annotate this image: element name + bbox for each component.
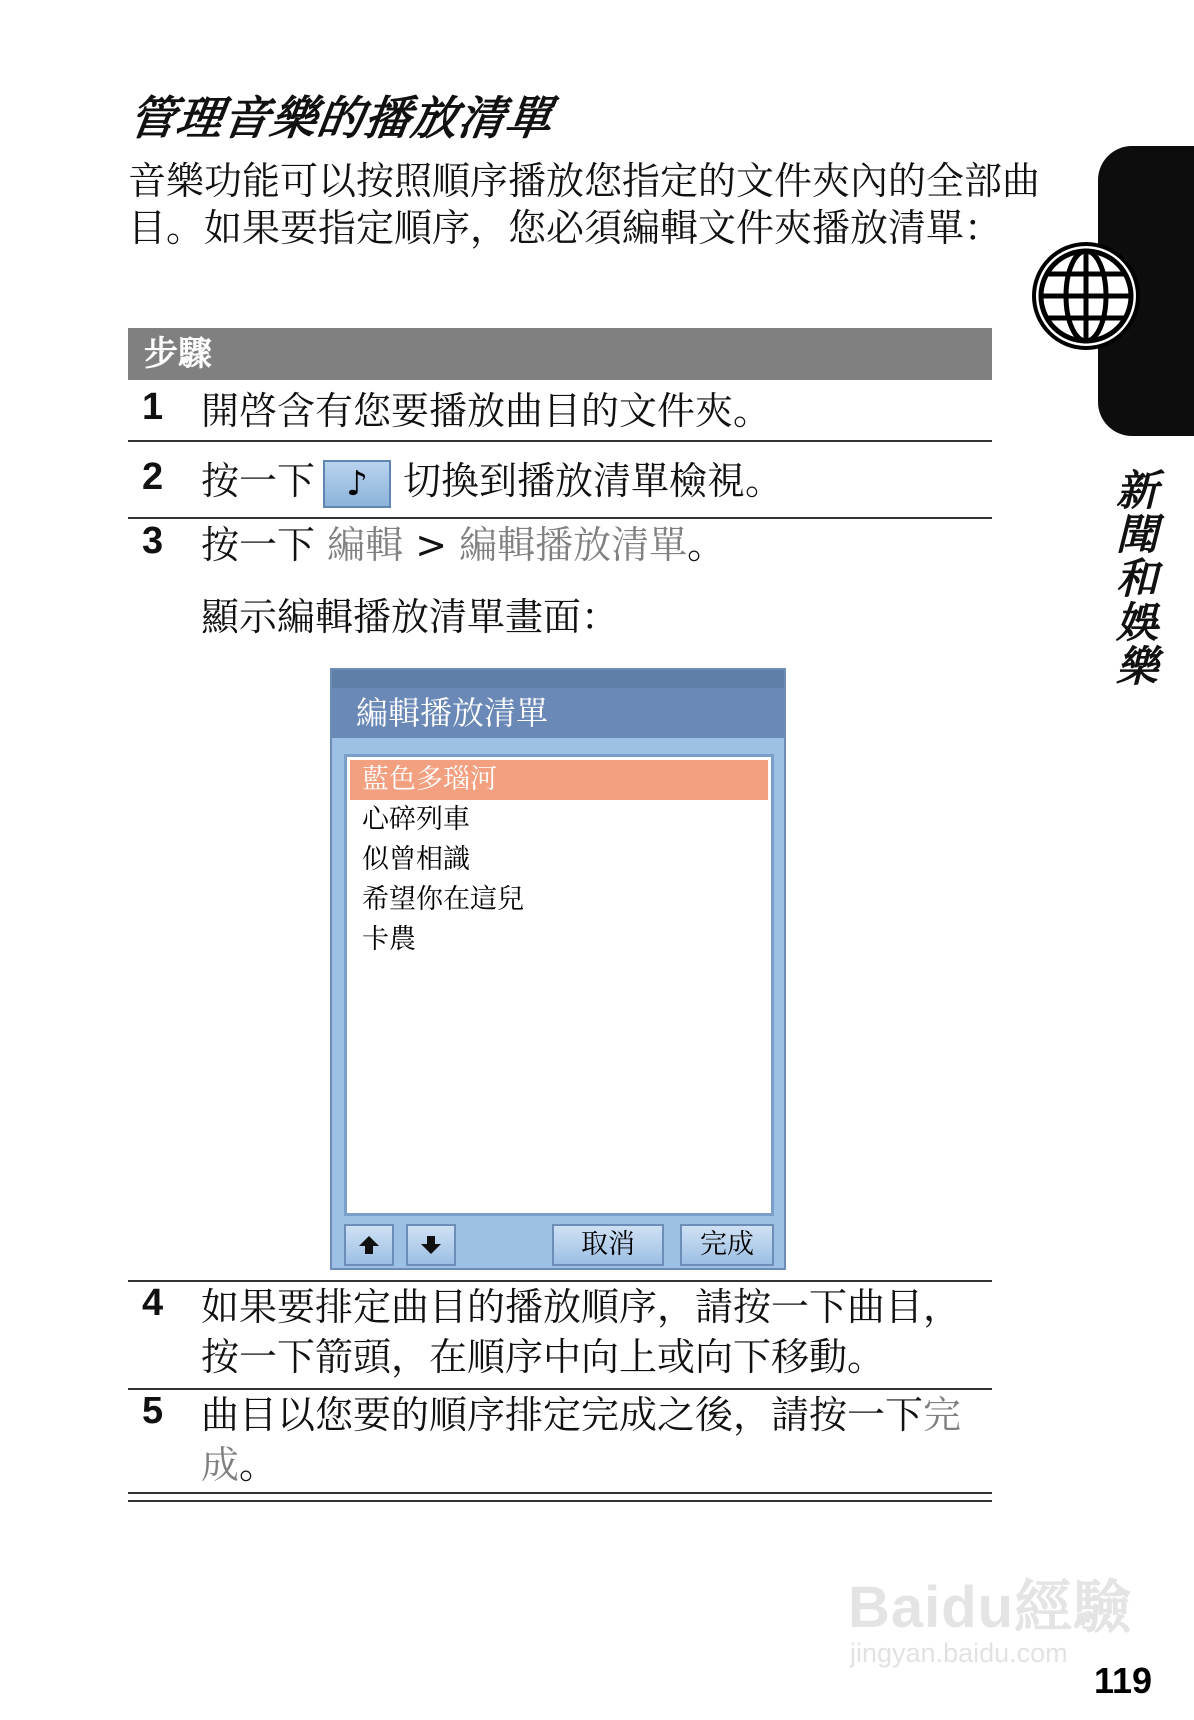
list-item[interactable]: 卡農 <box>362 924 416 955</box>
step-number: 2 <box>142 456 164 498</box>
step-text: 切換到播放清單檢視。 <box>403 459 784 503</box>
step-number: 1 <box>142 386 164 428</box>
divider <box>128 1492 992 1494</box>
chapter-label: 新聞和娛樂 <box>1110 468 1159 688</box>
playlist-list <box>344 754 774 1216</box>
list-item[interactable]: 藍色多瑙河 <box>350 760 768 800</box>
arrow-up-icon <box>358 1234 380 1256</box>
divider <box>128 1500 992 1502</box>
done-action-label: 完成 <box>201 1393 962 1487</box>
step-text: 。 <box>687 523 726 567</box>
move-up-button[interactable] <box>344 1224 394 1266</box>
page-number: 119 <box>1094 1660 1153 1701</box>
step-number: 4 <box>142 1282 164 1324</box>
edit-playlist-screen <box>330 668 786 1270</box>
screen-title: 編輯播放清單 <box>332 688 784 738</box>
step-text: 開啓含有您要播放曲目的文件夾。 <box>201 389 772 433</box>
done-button[interactable]: 完成 <box>680 1224 774 1266</box>
playlist-view-button[interactable] <box>323 460 391 508</box>
cancel-button[interactable]: 取消 <box>552 1224 664 1266</box>
step-text: 如果要排定曲目的播放順序，請按一下曲目，按一下箭頭，在順序中向上或向下移動。 <box>201 1285 962 1379</box>
step-text: 。 <box>239 1443 278 1487</box>
step-text: 曲目以您要的順序排定完成之後，請按一下 <box>201 1393 924 1437</box>
step-text: 按一下 <box>201 459 316 503</box>
menu-edit-playlist-label: 編輯播放清單 <box>459 523 688 567</box>
list-item[interactable]: 心碎列車 <box>362 804 470 835</box>
music-note-icon: ♪ <box>346 463 368 504</box>
step-subtext: 顯示編輯播放清單畫面： <box>201 595 620 639</box>
list-item[interactable]: 希望你在這兒 <box>362 884 524 915</box>
watermark-logo: Baidu經驗 <box>848 1575 1133 1640</box>
globe-icon <box>1030 240 1142 352</box>
divider <box>128 440 992 442</box>
intro-paragraph: 音樂功能可以按照順序播放您指定的文件夾內的全部曲目。如果要指定順序，您必須編輯文件夾播放清單： <box>128 159 1041 250</box>
status-strip <box>332 670 784 688</box>
watermark-url: jingyan.baidu.com <box>850 1638 1068 1668</box>
step-text: 按一下 <box>201 523 316 567</box>
page-title: 管理音樂的播放清單 <box>125 91 557 145</box>
step-number: 3 <box>142 520 164 562</box>
steps-table-header: 步驟 <box>128 328 992 380</box>
list-item[interactable]: 似曾相識 <box>362 844 470 875</box>
menu-separator: > <box>415 523 448 567</box>
move-down-button[interactable] <box>406 1224 456 1266</box>
step-number: 5 <box>142 1390 164 1432</box>
menu-edit-label: 編輯 <box>327 523 404 567</box>
divider <box>128 517 992 519</box>
arrow-down-icon <box>420 1234 442 1256</box>
